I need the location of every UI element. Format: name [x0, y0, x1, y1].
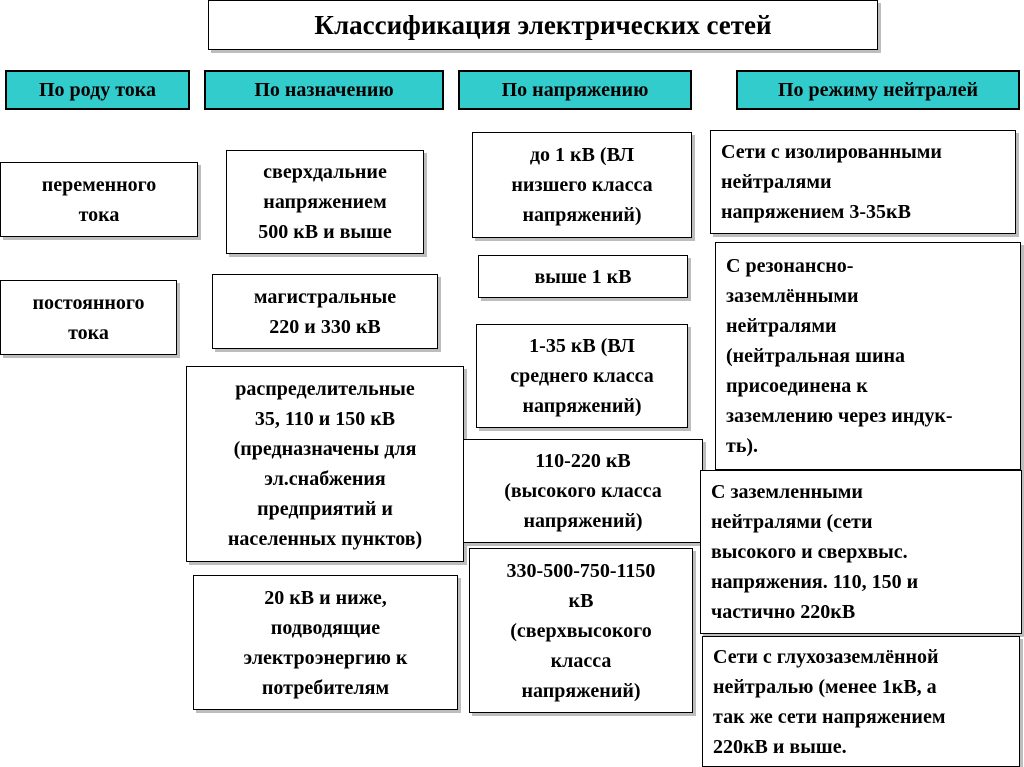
diagram-title	[208, 0, 878, 50]
current-ac-text: переменного тока	[41, 173, 157, 226]
header-by-neutral-label: По режиму нейтралей	[777, 78, 979, 101]
voltage-330-1150kv-box	[469, 548, 693, 713]
voltage-up-to-1kv-text: до 1 кВ (ВЛ низшего класса напряжений)	[511, 144, 653, 226]
voltage-110-220kv-text: 110-220 кВ (высокого класса напряжений)	[504, 450, 662, 532]
neutral-isolated-text: Сети с изолированными нейтралями напряжением 3-35кВ	[721, 141, 942, 223]
header-by-voltage	[458, 70, 692, 110]
neutral-grounded-box	[700, 470, 1022, 634]
header-by-purpose	[204, 70, 444, 110]
current-dc-text: постоянного тока	[32, 291, 145, 344]
header-by-purpose-label: По назначению	[254, 78, 394, 101]
current-ac-box	[0, 162, 198, 237]
header-by-neutral	[736, 70, 1020, 110]
voltage-up-to-1kv-box	[472, 132, 692, 238]
purpose-distribution-box	[186, 366, 464, 562]
current-dc-box	[0, 280, 177, 355]
purpose-consumer-box	[193, 575, 458, 710]
header-by-voltage-label: По напряжению	[501, 78, 649, 101]
purpose-ultra-long-box	[226, 150, 424, 254]
voltage-1-35kv-box	[476, 324, 688, 428]
neutral-grounded-text: С заземленными нейтралями (сети высокого и сверхвыс. напряжения. 110, 150 и частично 220кВ	[711, 481, 919, 623]
purpose-ultra-long-text: сверхдальние напряжением 500 кВ и выше	[258, 161, 392, 243]
voltage-1-35kv-text: 1-35 кВ (ВЛ среднего класса напряжений)	[510, 335, 654, 417]
voltage-330-1150kv-text: 330-500-750-1150 кВ (сверхвысокого класса напряжений)	[506, 559, 656, 702]
purpose-trunk-box	[212, 274, 438, 349]
neutral-resonant-text: С резонансно- заземлёнными нейтралями (нейтральная шина присоединена к заземлению через индук- ть).	[726, 255, 953, 457]
purpose-trunk-text: магистральные 220 и 330 кВ	[253, 285, 397, 338]
purpose-distribution-text: распределительные 35, 110 и 150 кВ (предназначены для эл.снабжения предприятий и населенных пунктов)	[227, 378, 423, 550]
neutral-isolated-box	[710, 130, 1016, 234]
voltage-above-1kv-text: выше 1 кВ	[534, 265, 632, 288]
voltage-above-1kv-box	[478, 255, 688, 298]
purpose-consumer-text: 20 кВ и ниже, подводящие электроэнергию к потребителям	[243, 586, 408, 699]
neutral-solid-grounded-text: Сети с глухозаземлённой нейтралью (менее 1кВ, а так же сети напряжением 220кВ и выше.	[713, 645, 946, 758]
neutral-solid-grounded-box	[702, 636, 1020, 767]
neutral-resonant-box	[715, 242, 1021, 470]
header-by-current	[5, 70, 190, 110]
voltage-110-220kv-box	[463, 439, 703, 543]
header-by-current-label: По роду тока	[38, 78, 156, 101]
diagram-title-text: Классификация электрических сетей	[314, 9, 772, 40]
